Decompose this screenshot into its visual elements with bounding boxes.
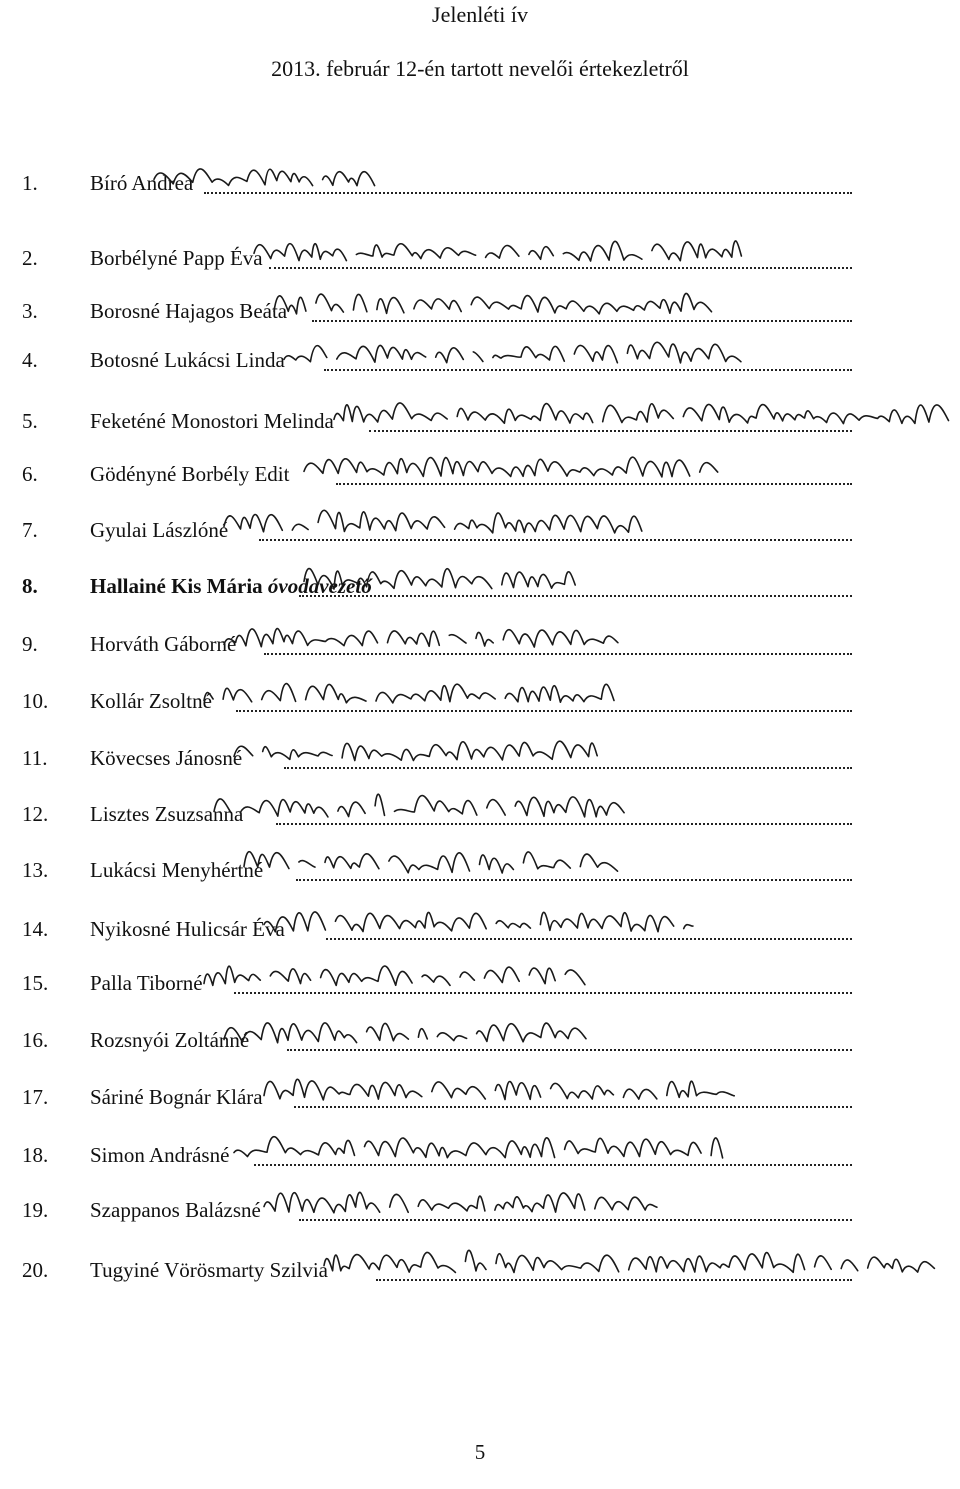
attendee-number: 19. bbox=[22, 1198, 49, 1222]
handwritten-signature bbox=[202, 668, 612, 712]
handwritten-signature bbox=[222, 611, 622, 655]
attendee-name-text: Borosné Hajagos Beáta bbox=[90, 299, 288, 323]
attendee-name-text: Kövecses Jánosné bbox=[90, 746, 243, 770]
attendee-name-text: Horváth Gáborné bbox=[90, 632, 237, 656]
attendee-number: 14. bbox=[22, 917, 49, 941]
handwritten-signature bbox=[212, 781, 622, 825]
attendee-name bbox=[90, 741, 242, 775]
attendee-number: 15. bbox=[22, 971, 49, 995]
attendee-name-text: Botosné Lukácsi Linda bbox=[90, 348, 285, 372]
attendee-name-text: Bíró Andrea bbox=[90, 171, 194, 195]
attendee-number: 8. bbox=[22, 574, 38, 598]
attendee-name-text: Kollár Zsoltné bbox=[90, 689, 212, 713]
attendee-name bbox=[90, 966, 203, 1000]
attendee-number: 20. bbox=[22, 1258, 49, 1282]
attendee-number: 11. bbox=[22, 746, 48, 770]
handwritten-signature bbox=[272, 278, 712, 322]
attendee-name bbox=[90, 1138, 229, 1172]
handwritten-signature bbox=[252, 225, 742, 269]
attendee-number: 3. bbox=[22, 299, 38, 323]
handwritten-signature bbox=[232, 725, 602, 769]
attendee-number: 17. bbox=[22, 1085, 49, 1109]
attendee-row bbox=[22, 513, 852, 547]
attendee-row bbox=[22, 1023, 852, 1057]
handwritten-signature bbox=[282, 327, 742, 371]
handwritten-signature bbox=[232, 1122, 722, 1166]
attendee-row bbox=[22, 1080, 852, 1114]
attendee-row bbox=[22, 166, 852, 200]
attendee-name bbox=[90, 404, 334, 438]
attendee-name bbox=[90, 343, 285, 377]
attendee-number: 12. bbox=[22, 802, 49, 826]
attendee-name bbox=[90, 457, 289, 491]
handwritten-signature bbox=[262, 1177, 662, 1221]
attendee-number: 18. bbox=[22, 1143, 49, 1167]
attendee-name bbox=[90, 1253, 328, 1287]
attendee-row bbox=[22, 343, 852, 377]
attendee-name bbox=[90, 1193, 261, 1227]
attendee-role: óvodavezető bbox=[267, 574, 372, 598]
attendee-number: 2. bbox=[22, 246, 38, 270]
attendee-name-text: Gödényné Borbély Edit bbox=[90, 462, 290, 486]
attendee-name-text: Feketéné Monostori Melinda bbox=[90, 409, 334, 433]
attendee-number: 16. bbox=[22, 1028, 49, 1052]
attendee-name bbox=[90, 912, 285, 946]
attendee-name-text: Simon Andrásné bbox=[90, 1143, 230, 1167]
attendee-name-text: Lisztes Zsuzsanna bbox=[90, 802, 244, 826]
attendee-row bbox=[22, 966, 852, 1000]
handwritten-signature bbox=[332, 388, 938, 432]
attendee-name bbox=[90, 627, 236, 661]
attendee-row bbox=[22, 241, 852, 275]
attendee-row bbox=[22, 404, 852, 438]
document-title: Jelenléti ív bbox=[432, 2, 528, 27]
attendee-row bbox=[22, 569, 852, 603]
attendee-number: 13. bbox=[22, 858, 49, 882]
attendee-name-text: Borbélyné Papp Éva bbox=[90, 246, 263, 270]
handwritten-signature bbox=[322, 1237, 938, 1281]
attendee-number: 4. bbox=[22, 348, 38, 372]
attendee-number: 10. bbox=[22, 689, 49, 713]
attendee-number: 9. bbox=[22, 632, 38, 656]
attendee-name-text: Szappanos Balázsné bbox=[90, 1198, 261, 1222]
attendee-name bbox=[90, 513, 228, 547]
attendee-row bbox=[22, 627, 852, 661]
attendee-name-text: Hallainé Kis Mária bbox=[90, 574, 263, 598]
attendee-name bbox=[90, 241, 263, 275]
attendee-row bbox=[22, 1253, 852, 1287]
attendee-name-text: Rozsnyói Zoltánné bbox=[90, 1028, 250, 1052]
handwritten-signature bbox=[302, 553, 582, 597]
attendee-row bbox=[22, 853, 852, 887]
attendee-name bbox=[90, 853, 263, 887]
attendee-row bbox=[22, 912, 852, 946]
attendee-name-text: Sáriné Bognár Klára bbox=[90, 1085, 263, 1109]
attendee-row bbox=[22, 797, 852, 831]
document-subtitle: 2013. február 12-én tartott nevelői értekezletről bbox=[271, 56, 689, 81]
attendee-name bbox=[90, 684, 212, 718]
handwritten-signature bbox=[152, 150, 372, 194]
attendee-name-text: Gyulai Lászlóné bbox=[90, 518, 229, 542]
attendee-number: 5. bbox=[22, 409, 38, 433]
attendee-row bbox=[22, 741, 852, 775]
attendee-name-text: Nyikosné Hulicsár Éva bbox=[90, 917, 285, 941]
attendee-name-text: Tugyiné Vörösmarty Szilvia bbox=[90, 1258, 329, 1282]
attendee-row bbox=[22, 1193, 852, 1227]
handwritten-signature bbox=[302, 441, 712, 485]
attendee-name bbox=[90, 1080, 263, 1114]
page-number: 5 bbox=[474, 1440, 486, 1464]
handwritten-signature bbox=[202, 950, 592, 994]
handwritten-signature bbox=[242, 837, 622, 881]
attendee-number: 7. bbox=[22, 518, 38, 542]
attendee-number: 6. bbox=[22, 462, 38, 486]
attendee-row bbox=[22, 1138, 852, 1172]
attendee-number: 1. bbox=[22, 171, 38, 195]
handwritten-signature bbox=[262, 896, 692, 940]
attendee-row bbox=[22, 684, 852, 718]
attendee-row bbox=[22, 294, 852, 328]
attendee-row bbox=[22, 457, 852, 491]
attendee-name-text: Palla Tiborné bbox=[90, 971, 203, 995]
handwritten-signature bbox=[262, 1064, 742, 1108]
attendee-name-text: Lukácsi Menyhértné bbox=[90, 858, 264, 882]
handwritten-signature bbox=[222, 497, 642, 541]
attendee-name bbox=[90, 294, 287, 328]
handwritten-signature bbox=[222, 1007, 592, 1051]
